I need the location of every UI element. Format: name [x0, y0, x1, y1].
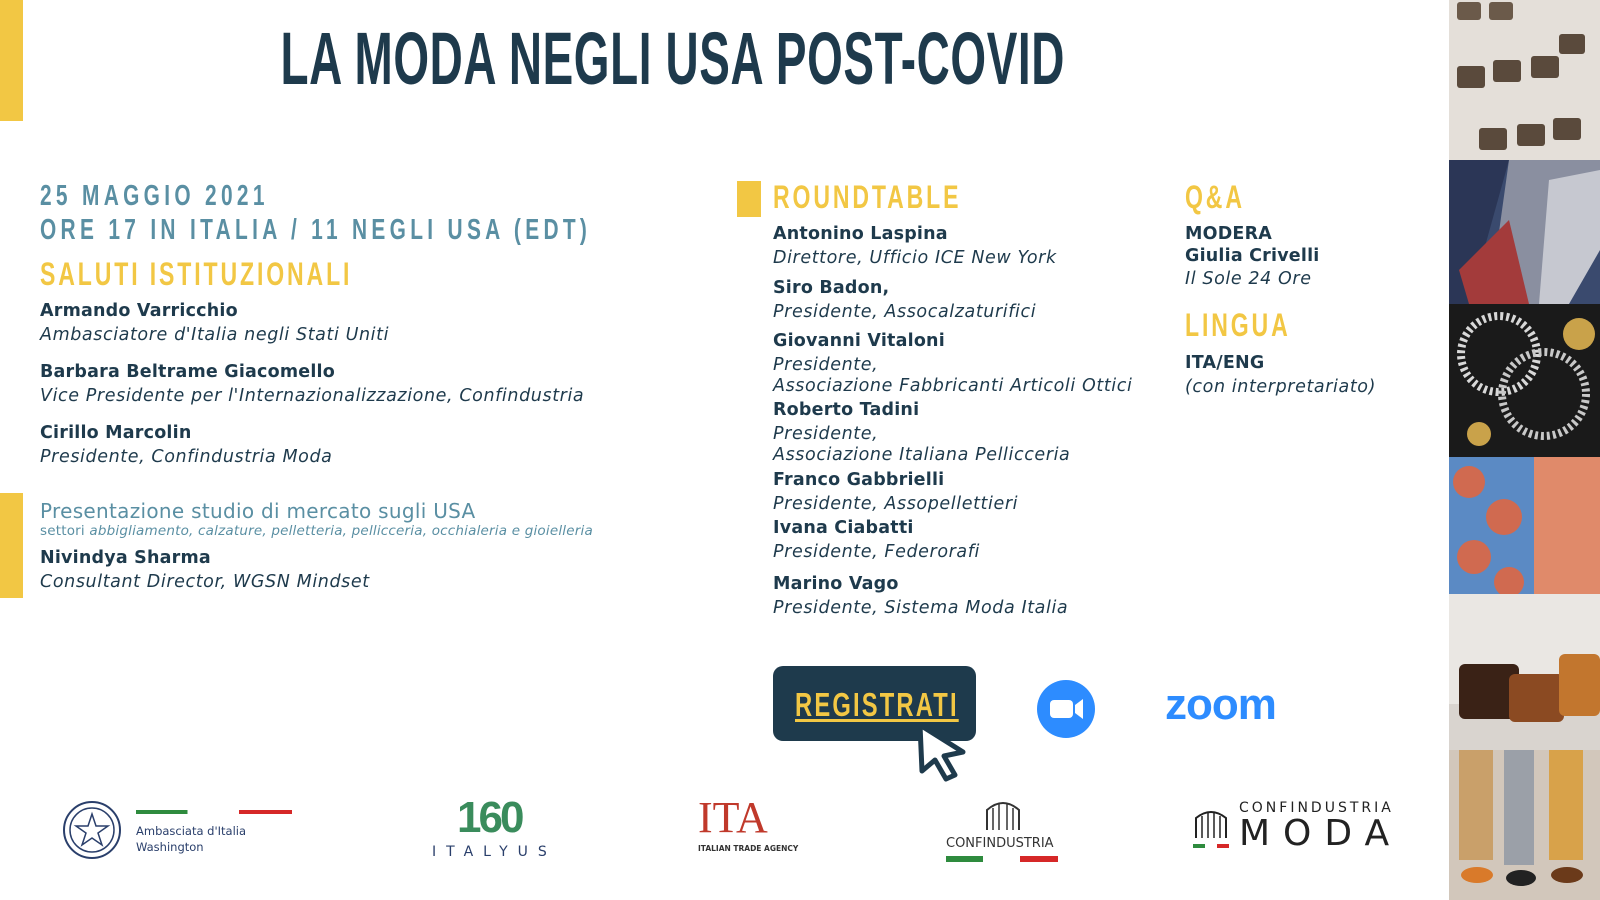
person-role: Presidente, Federorafi [773, 541, 980, 562]
roundtable-heading: ROUNDTABLE [773, 179, 962, 215]
language-note: (con interpretariato) [1185, 376, 1377, 397]
person-role: Ambasciatore d'Italia negli Stati Uniti [40, 324, 390, 345]
person-name: Armando Varricchio [40, 301, 238, 321]
person-name: Giovanni Vitaloni [773, 331, 945, 351]
ita-agency-sub: ITALIAN TRADE AGENCY [698, 844, 799, 853]
person-role: Presidente, Assocalzaturifici [773, 301, 1037, 322]
event-date: 25 MAGGIO 2021 [40, 180, 269, 212]
roundtable-person-7 [773, 576, 1068, 619]
confindustria-flag-line [946, 856, 1058, 862]
roundtable-person-4 [773, 402, 1070, 466]
moderator-label: MODERA [1185, 224, 1272, 244]
cm-bottom-text: MODA [1239, 813, 1403, 854]
embassy-name: Ambasciata d'Italia [136, 824, 247, 838]
presentation-accent-bar [0, 493, 23, 598]
person-name: Siro Badon, [773, 278, 890, 298]
person-name: Ivana Ciabatti [773, 518, 914, 538]
saluti-person-1 [40, 303, 389, 346]
photo-shoe-labels [1449, 0, 1600, 160]
saluti-person-2 [40, 364, 584, 407]
page-title: LA MODA NEGLI USA POST-COVID [280, 17, 1066, 100]
photo-bags [1449, 594, 1600, 750]
title-accent-bar [0, 0, 23, 121]
person-name: Barbara Beltrame Giacomello [40, 362, 335, 382]
person-name: Franco Gabbrielli [773, 470, 945, 490]
presentation-speaker [40, 550, 370, 593]
embassy-logo [60, 796, 300, 864]
saluti-heading: SALUTI ISTITUZIONALI [40, 256, 353, 292]
roundtable-person-3 [773, 333, 1132, 397]
person-name: Marino Vago [773, 574, 899, 594]
italian-emblem-icon [60, 796, 124, 864]
person-role: Direttore, Ufficio ICE New York [773, 247, 1057, 268]
saluti-person-3 [40, 425, 333, 468]
zoom-camera-icon[interactable] [1037, 680, 1095, 738]
person-name: Antonino Laspina [773, 224, 948, 244]
person-name: Nivindya Sharma [40, 548, 211, 568]
confindustria-moda-logo [1193, 800, 1423, 860]
ita-mark: ITA [698, 793, 768, 842]
event-time: ORE 17 IN ITALIA / 11 NEGLI USA (EDT) [40, 214, 592, 246]
confindustria-emblem-icon [983, 796, 1023, 830]
roundtable-person-5 [773, 472, 1018, 515]
photo-jewelry [1449, 304, 1600, 457]
lingua-info [1185, 355, 1376, 398]
photo-fabrics [1449, 160, 1600, 304]
roundtable-person-6 [773, 520, 980, 563]
sectors-list: abbigliamento, calzature, pelletteria, pellicceria, occhialeria e gioielleria [89, 523, 593, 539]
person-role-org: Associazione Italiana Pellicceria [773, 444, 1071, 465]
pointer-cursor-icon [915, 722, 975, 782]
person-role: Presidente, [773, 354, 879, 375]
embassy-flag-line [136, 810, 292, 814]
sectors-prefix: settori [40, 523, 90, 539]
confindustria-name: CONFINDUSTRIA [946, 836, 1054, 851]
qa-moderator [1185, 226, 1319, 290]
person-role: Presidente, Confindustria Moda [40, 446, 333, 467]
embassy-city: Washington [136, 840, 204, 854]
cm-top-text: CONFINDUSTRIA [1239, 800, 1394, 816]
person-role: Presidente, [773, 423, 879, 444]
register-label[interactable]: REGISTRATI [795, 686, 959, 723]
roundtable-person-2 [773, 280, 1036, 323]
person-role: Consultant Director, WGSN Mindset [40, 571, 370, 592]
italyus-number: 160 [457, 793, 522, 842]
presentation-heading: Presentazione studio di mercato sugli USA [40, 499, 476, 523]
person-role: Presidente, Assopellettieri [773, 493, 1019, 514]
person-name: Roberto Tadini [773, 400, 920, 420]
photo-feet [1449, 750, 1600, 900]
person-name: Cirillo Marcolin [40, 423, 192, 443]
confindustria-logo [944, 796, 1064, 864]
italyus-160-logo [432, 793, 562, 860]
zoom-logo[interactable]: zoom [1165, 680, 1276, 729]
italyus-text: ITALYUS [432, 844, 557, 860]
person-role-org: Associazione Fabbricanti Articoli Ottici [773, 375, 1133, 396]
photo-furs [1449, 457, 1600, 594]
roundtable-person-1 [773, 226, 1057, 269]
presentation-sectors [40, 523, 593, 539]
moderator-name: Giulia Crivelli [1185, 245, 1320, 266]
person-role: Presidente, Sistema Moda Italia [773, 597, 1069, 618]
moderator-org: Il Sole 24 Ore [1185, 269, 1312, 289]
ita-agency-logo [698, 793, 808, 856]
qa-heading: Q&A [1185, 179, 1245, 215]
lingua-heading: LINGUA [1185, 307, 1291, 343]
cm-flag-line [1193, 844, 1229, 848]
confindustria-moda-emblem-icon [1193, 806, 1229, 838]
person-role: Vice Presidente per l'Internazionalizzazione, Confindustria [40, 385, 585, 406]
language-value: ITA/ENG [1185, 353, 1265, 373]
roundtable-accent-bar [737, 181, 761, 217]
